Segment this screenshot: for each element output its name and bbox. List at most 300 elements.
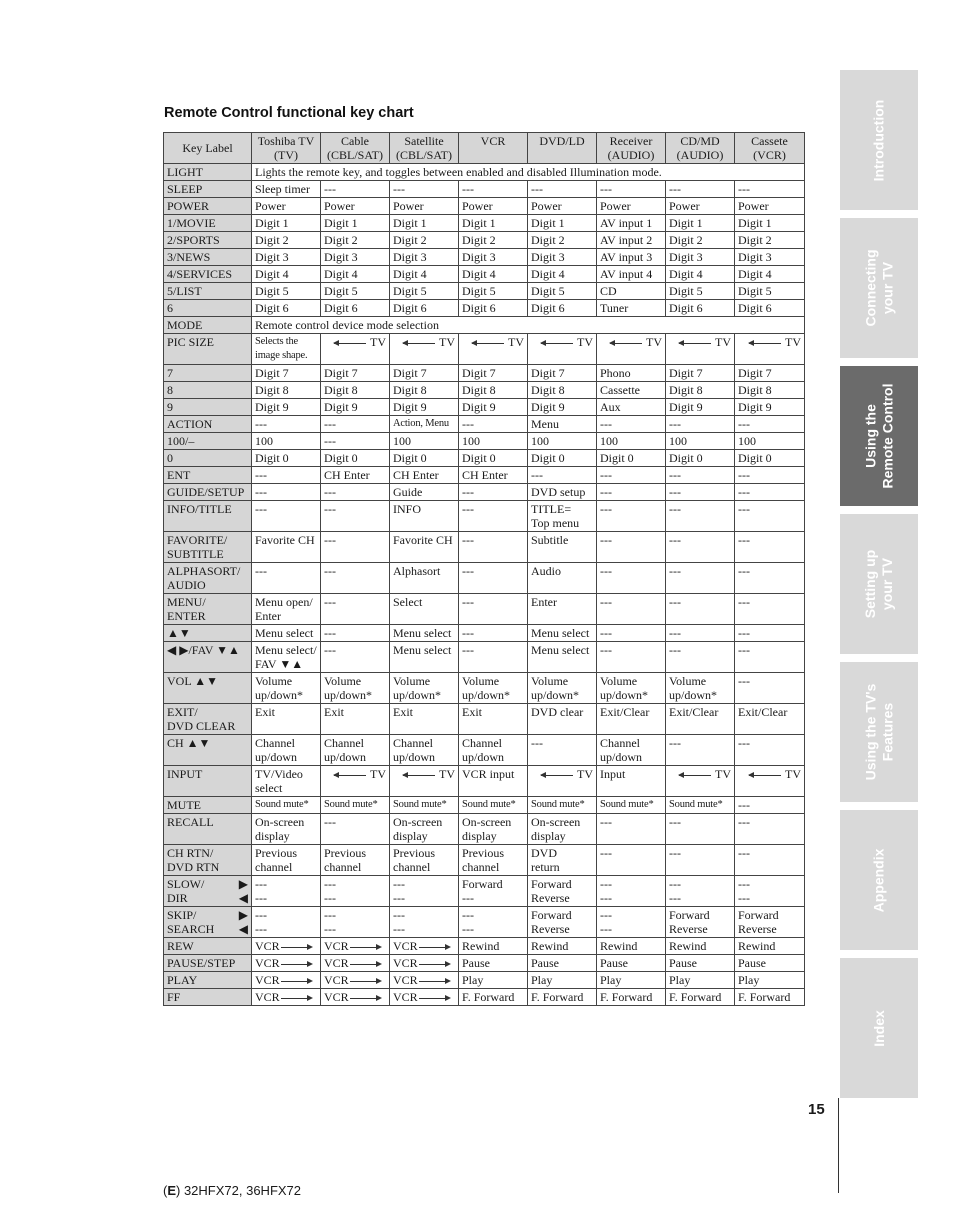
arrow-to-vcr-cell xyxy=(390,938,459,955)
table-cell: --- xyxy=(459,484,528,501)
key-direction-icon: ◀ xyxy=(238,891,248,905)
cell-line: Top menu xyxy=(531,516,580,530)
column-header-line: Toshiba TV xyxy=(257,134,315,148)
key-label-line xyxy=(167,891,248,905)
table-cell: Power xyxy=(735,198,805,215)
key-label-cell: CH ▲▼ xyxy=(164,735,252,766)
table-cell: Menu select xyxy=(252,625,321,642)
right-arrow-icon xyxy=(350,964,380,965)
side-tab[interactable] xyxy=(840,366,918,506)
table-cell xyxy=(390,845,459,876)
table-cell: --- xyxy=(735,181,805,198)
right-arrow-icon xyxy=(350,998,380,999)
table-cell: Power xyxy=(597,198,666,215)
arrow-to-tv-cell xyxy=(735,334,805,365)
table-cell: Digit 3 xyxy=(321,249,390,266)
table-cell: Digit 6 xyxy=(459,300,528,317)
key-label-cell: INFO/TITLE xyxy=(164,501,252,532)
cell-line: Previous xyxy=(255,846,297,860)
table-cell xyxy=(390,735,459,766)
table-cell: Digit 5 xyxy=(666,283,735,300)
footer-model-numbers xyxy=(163,1183,301,1198)
arrow-source-label: VCR xyxy=(393,956,418,970)
table-cell: --- xyxy=(735,501,805,532)
side-tab[interactable] xyxy=(840,810,918,950)
arrow-target-label: TV xyxy=(439,335,455,349)
table-cell: Digit 4 xyxy=(666,266,735,283)
table-row xyxy=(164,938,805,955)
cell-line: On-screen xyxy=(531,815,581,829)
arrow-source-label: VCR xyxy=(255,956,280,970)
table-cell: --- xyxy=(666,467,735,484)
left-arrow-icon xyxy=(334,343,366,344)
right-arrow-icon xyxy=(281,964,311,965)
table-cell: 100 xyxy=(666,433,735,450)
table-cell: Power xyxy=(321,198,390,215)
table-cell: Sound mute* xyxy=(666,797,735,814)
key-label-cell xyxy=(164,876,252,907)
cell-line: up/down* xyxy=(462,688,510,702)
table-cell: --- xyxy=(459,625,528,642)
cell-line: --- xyxy=(462,891,474,905)
left-arrow-icon xyxy=(679,343,711,344)
side-tab-label xyxy=(862,550,896,618)
cell-line: Volume xyxy=(324,674,362,688)
table-row xyxy=(164,382,805,399)
table-cell: Enter xyxy=(528,594,597,625)
cell-line: up/down* xyxy=(393,688,441,702)
cell-line: Forward xyxy=(531,908,572,922)
table-cell: --- xyxy=(735,625,805,642)
arrow-to-tv-cell xyxy=(597,334,666,365)
table-cell: --- xyxy=(252,501,321,532)
arrow-source-label: VCR xyxy=(324,973,349,987)
table-cell: --- xyxy=(666,484,735,501)
cell-line: display xyxy=(462,829,497,843)
table-row xyxy=(164,972,805,989)
table-cell: Digit 0 xyxy=(735,450,805,467)
table-cell xyxy=(252,735,321,766)
table-cell: --- xyxy=(459,501,528,532)
table-cell: --- xyxy=(321,563,390,594)
table-row xyxy=(164,501,805,532)
table-cell xyxy=(252,845,321,876)
key-label-line: AUDIO xyxy=(167,578,206,592)
table-cell xyxy=(321,876,390,907)
side-tab-label-line: Features xyxy=(879,702,895,762)
table-cell: Digit 9 xyxy=(459,399,528,416)
table-cell xyxy=(390,814,459,845)
table-cell: --- xyxy=(321,484,390,501)
table-cell: Digit 5 xyxy=(735,283,805,300)
key-label-text: SKIP/ xyxy=(167,908,197,922)
side-tab-label xyxy=(862,250,896,327)
key-label-line xyxy=(167,908,248,922)
table-cell: Digit 2 xyxy=(735,232,805,249)
table-cell: Digit 9 xyxy=(321,399,390,416)
side-tab[interactable] xyxy=(840,70,918,210)
row-description-cell: Remote control device mode selection xyxy=(252,317,805,334)
cell-line: Previous xyxy=(462,846,504,860)
column-header xyxy=(164,133,252,164)
table-row xyxy=(164,433,805,450)
column-header xyxy=(252,133,321,164)
cell-line: --- xyxy=(600,908,612,922)
arrow-to-vcr-cell xyxy=(321,938,390,955)
key-label-cell: MODE xyxy=(164,317,252,334)
table-row xyxy=(164,283,805,300)
table-cell: Play xyxy=(666,972,735,989)
table-cell: --- xyxy=(735,563,805,594)
table-row xyxy=(164,266,805,283)
table-cell: Digit 3 xyxy=(666,249,735,266)
table-cell: --- xyxy=(666,642,735,673)
side-tab-label-line: Remote Control xyxy=(879,383,895,489)
table-cell: --- xyxy=(252,467,321,484)
key-label-cell: POWER xyxy=(164,198,252,215)
side-tab-label-line: Connecting xyxy=(862,249,878,327)
table-cell: Digit 2 xyxy=(390,232,459,249)
table-cell: Digit 2 xyxy=(321,232,390,249)
table-cell: Digit 8 xyxy=(735,382,805,399)
column-header-line: (AUDIO) xyxy=(676,148,724,162)
table-cell: Rewind xyxy=(735,938,805,955)
arrow-target-label: TV xyxy=(785,767,801,781)
table-cell: Digit 7 xyxy=(390,365,459,382)
key-direction-icon: ◀ xyxy=(238,922,248,936)
table-cell: Favorite CH xyxy=(252,532,321,563)
table-header-row xyxy=(164,133,805,164)
table-cell: Input xyxy=(597,766,666,797)
left-arrow-icon xyxy=(334,775,366,776)
table-cell: --- xyxy=(321,501,390,532)
side-tab[interactable] xyxy=(840,218,918,358)
left-arrow-icon xyxy=(749,775,781,776)
table-cell: --- xyxy=(459,532,528,563)
table-row xyxy=(164,365,805,382)
table-cell: Digit 6 xyxy=(321,300,390,317)
table-cell: Play xyxy=(459,972,528,989)
cell-line: On-screen xyxy=(393,815,443,829)
cell-line: Forward xyxy=(531,877,572,891)
cell-line: up/down* xyxy=(600,688,648,702)
table-row xyxy=(164,416,805,433)
table-row xyxy=(164,814,805,845)
table-cell: --- xyxy=(528,467,597,484)
cell-line: return xyxy=(531,860,560,874)
key-label-line: DVD CLEAR xyxy=(167,719,236,733)
side-tab[interactable] xyxy=(840,958,918,1098)
table-cell: Digit 1 xyxy=(666,215,735,232)
table-cell: 100 xyxy=(252,433,321,450)
table-row xyxy=(164,232,805,249)
table-cell: --- xyxy=(597,642,666,673)
key-label-cell: 6 xyxy=(164,300,252,317)
column-header-line: Cable xyxy=(341,134,369,148)
table-cell: --- xyxy=(390,181,459,198)
left-arrow-icon xyxy=(610,343,642,344)
key-label-line: FAVORITE/ xyxy=(167,533,228,547)
key-label-line xyxy=(167,922,248,936)
table-cell: Digit 5 xyxy=(321,283,390,300)
table-cell: --- xyxy=(666,532,735,563)
side-tab-label xyxy=(871,99,888,181)
table-cell: Digit 8 xyxy=(666,382,735,399)
table-cell: Menu select xyxy=(528,625,597,642)
key-label-line: CH RTN/ xyxy=(167,846,214,860)
table-cell: --- xyxy=(528,181,597,198)
key-label-cell: GUIDE/SETUP xyxy=(164,484,252,501)
cell-line: Volume xyxy=(462,674,500,688)
table-cell: Digit 1 xyxy=(252,215,321,232)
table-cell: Phono xyxy=(597,365,666,382)
cell-line: Channel xyxy=(462,736,502,750)
cell-line: channel xyxy=(324,860,362,874)
table-cell: Digit 8 xyxy=(390,382,459,399)
arrow-to-tv-cell xyxy=(390,766,459,797)
table-cell: Power xyxy=(252,198,321,215)
key-label-cell: RECALL xyxy=(164,814,252,845)
table-cell: --- xyxy=(735,797,805,814)
key-label-text: DIR xyxy=(167,891,188,905)
right-arrow-icon xyxy=(350,947,380,948)
table-cell: Exit xyxy=(252,704,321,735)
table-row xyxy=(164,673,805,704)
cell-line: Menu open/ xyxy=(255,595,313,609)
cell-line: Channel xyxy=(393,736,433,750)
cell-line: Volume xyxy=(393,674,431,688)
cell-line: Reverse xyxy=(531,891,570,905)
column-header-line: (VCR) xyxy=(753,148,786,162)
table-cell xyxy=(528,814,597,845)
cell-line: --- xyxy=(600,922,612,936)
cell-line: On-screen xyxy=(255,815,305,829)
table-cell xyxy=(666,673,735,704)
key-label-cell: 2/SPORTS xyxy=(164,232,252,249)
table-cell xyxy=(459,814,528,845)
left-arrow-icon xyxy=(749,343,781,344)
arrow-source-label: VCR xyxy=(393,990,418,1004)
remote-key-chart-table xyxy=(163,132,805,1006)
key-label-cell: INPUT xyxy=(164,766,252,797)
table-cell: CH Enter xyxy=(390,467,459,484)
table-cell: Digit 9 xyxy=(528,399,597,416)
cell-line: up/down xyxy=(393,750,435,764)
table-row xyxy=(164,955,805,972)
cell-line: --- xyxy=(255,922,267,936)
side-tab[interactable] xyxy=(840,662,918,802)
arrow-target-label: TV xyxy=(370,767,386,781)
table-cell: --- xyxy=(321,594,390,625)
table-cell: Digit 5 xyxy=(252,283,321,300)
left-arrow-icon xyxy=(679,775,711,776)
table-cell: Digit 1 xyxy=(735,215,805,232)
table-cell: Aux xyxy=(597,399,666,416)
table-cell: Digit 0 xyxy=(528,450,597,467)
table-cell: Guide xyxy=(390,484,459,501)
table-row xyxy=(164,594,805,625)
table-cell: --- xyxy=(321,814,390,845)
table-cell xyxy=(252,814,321,845)
side-tab-label-line: Using the xyxy=(862,404,878,468)
table-cell: Digit 2 xyxy=(252,232,321,249)
key-label-cell: SLEEP xyxy=(164,181,252,198)
key-label-line xyxy=(167,877,248,891)
cell-line: Volume xyxy=(600,674,638,688)
cell-line: Channel xyxy=(324,736,364,750)
table-cell: Menu select xyxy=(390,625,459,642)
key-label-cell: 3/NEWS xyxy=(164,249,252,266)
key-label-cell xyxy=(164,907,252,938)
side-tab-label xyxy=(862,384,896,489)
table-cell: --- xyxy=(252,484,321,501)
cell-line: up/down* xyxy=(531,688,579,702)
table-row xyxy=(164,317,805,334)
table-cell: Pause xyxy=(735,955,805,972)
table-cell: --- xyxy=(666,594,735,625)
arrow-target-label: TV xyxy=(508,335,524,349)
table-cell: --- xyxy=(597,532,666,563)
table-cell: Exit/Clear xyxy=(597,704,666,735)
column-header-line: DVD/LD xyxy=(539,134,585,148)
table-cell: Digit 3 xyxy=(459,249,528,266)
table-cell: Digit 3 xyxy=(252,249,321,266)
table-cell: --- xyxy=(597,814,666,845)
table-cell: VCR input xyxy=(459,766,528,797)
table-cell: Power xyxy=(459,198,528,215)
table-cell: Digit 0 xyxy=(252,450,321,467)
side-tab-label-line: Introduction xyxy=(870,99,887,181)
table-cell: --- xyxy=(735,814,805,845)
cell-line: --- xyxy=(393,922,405,936)
table-cell: --- xyxy=(459,594,528,625)
arrow-source-label: VCR xyxy=(324,990,349,1004)
cell-line: Previous xyxy=(393,846,435,860)
arrow-target-label: TV xyxy=(785,335,801,349)
footer-prefix: ( xyxy=(163,1183,168,1198)
table-cell xyxy=(252,334,321,365)
cell-line: up/down xyxy=(255,750,297,764)
arrow-to-vcr-cell xyxy=(252,972,321,989)
table-cell: Digit 8 xyxy=(459,382,528,399)
table-cell: --- xyxy=(252,416,321,433)
page-divider-line xyxy=(838,1098,839,1193)
cell-line: --- xyxy=(393,877,405,891)
table-cell: Tuner xyxy=(597,300,666,317)
cell-line: --- xyxy=(255,877,267,891)
table-cell: Sound mute* xyxy=(252,797,321,814)
table-cell: Digit 7 xyxy=(666,365,735,382)
table-cell: Digit 4 xyxy=(528,266,597,283)
cell-line: display xyxy=(531,829,566,843)
table-cell: Menu select xyxy=(390,642,459,673)
table-cell: Exit xyxy=(459,704,528,735)
table-cell xyxy=(390,907,459,938)
table-cell: --- xyxy=(321,642,390,673)
table-cell: Play xyxy=(597,972,666,989)
right-arrow-icon xyxy=(419,964,449,965)
table-cell: Digit 2 xyxy=(528,232,597,249)
key-label-line: MENU/ xyxy=(167,595,206,609)
key-label-text: SEARCH xyxy=(167,922,215,936)
table-cell: Menu xyxy=(528,416,597,433)
table-cell: --- xyxy=(597,181,666,198)
cell-line: select xyxy=(255,781,283,795)
table-cell xyxy=(597,876,666,907)
arrow-to-vcr-cell xyxy=(321,972,390,989)
cell-line: Forward xyxy=(738,908,779,922)
table-cell: --- xyxy=(321,433,390,450)
table-cell: --- xyxy=(666,563,735,594)
side-tab[interactable] xyxy=(840,514,918,654)
cell-line: --- xyxy=(600,877,612,891)
arrow-target-label: TV xyxy=(715,335,731,349)
table-cell xyxy=(459,907,528,938)
cell-line: --- xyxy=(600,891,612,905)
table-cell: --- xyxy=(735,484,805,501)
cell-line: Menu select/ xyxy=(255,643,317,657)
cell-line: --- xyxy=(738,891,750,905)
table-cell: Cassette xyxy=(597,382,666,399)
key-label-cell: PIC SIZE xyxy=(164,334,252,365)
key-label-cell: FF xyxy=(164,989,252,1006)
table-cell: 100 xyxy=(597,433,666,450)
cell-line: --- xyxy=(324,891,336,905)
table-cell: Digit 0 xyxy=(390,450,459,467)
table-row xyxy=(164,484,805,501)
left-arrow-icon xyxy=(403,343,435,344)
table-cell: DVD setup xyxy=(528,484,597,501)
table-row xyxy=(164,399,805,416)
key-label-cell: ◀ ▶/FAV ▼▲ xyxy=(164,642,252,673)
table-cell: Sound mute* xyxy=(597,797,666,814)
table-cell xyxy=(252,642,321,673)
key-label-cell xyxy=(164,845,252,876)
table-row xyxy=(164,704,805,735)
table-row xyxy=(164,215,805,232)
cell-line: --- xyxy=(393,908,405,922)
table-cell: Pause xyxy=(528,955,597,972)
table-row xyxy=(164,563,805,594)
table-cell: Digit 3 xyxy=(528,249,597,266)
table-row xyxy=(164,467,805,484)
table-cell xyxy=(597,907,666,938)
table-cell xyxy=(597,673,666,704)
table-cell: --- xyxy=(666,181,735,198)
right-arrow-icon xyxy=(419,981,449,982)
table-cell xyxy=(321,673,390,704)
cell-line: Forward xyxy=(462,877,503,891)
table-cell: Favorite CH xyxy=(390,532,459,563)
key-label-cell: 4/SERVICES xyxy=(164,266,252,283)
table-cell xyxy=(597,735,666,766)
arrow-to-vcr-cell xyxy=(252,955,321,972)
table-cell xyxy=(459,876,528,907)
table-cell: Digit 5 xyxy=(528,283,597,300)
arrow-target-label: TV xyxy=(577,767,593,781)
table-cell: Sound mute* xyxy=(528,797,597,814)
key-label-cell: MUTE xyxy=(164,797,252,814)
table-cell xyxy=(459,673,528,704)
arrow-source-label: VCR xyxy=(255,990,280,1004)
table-row xyxy=(164,334,805,365)
side-tab-label-line: Using the TV's xyxy=(862,683,878,781)
column-header-line: Receiver xyxy=(609,134,653,148)
table-cell: CH Enter xyxy=(321,467,390,484)
table-cell: Digit 2 xyxy=(459,232,528,249)
table-cell: --- xyxy=(735,416,805,433)
key-label-line: ALPHASORT/ xyxy=(167,564,241,578)
